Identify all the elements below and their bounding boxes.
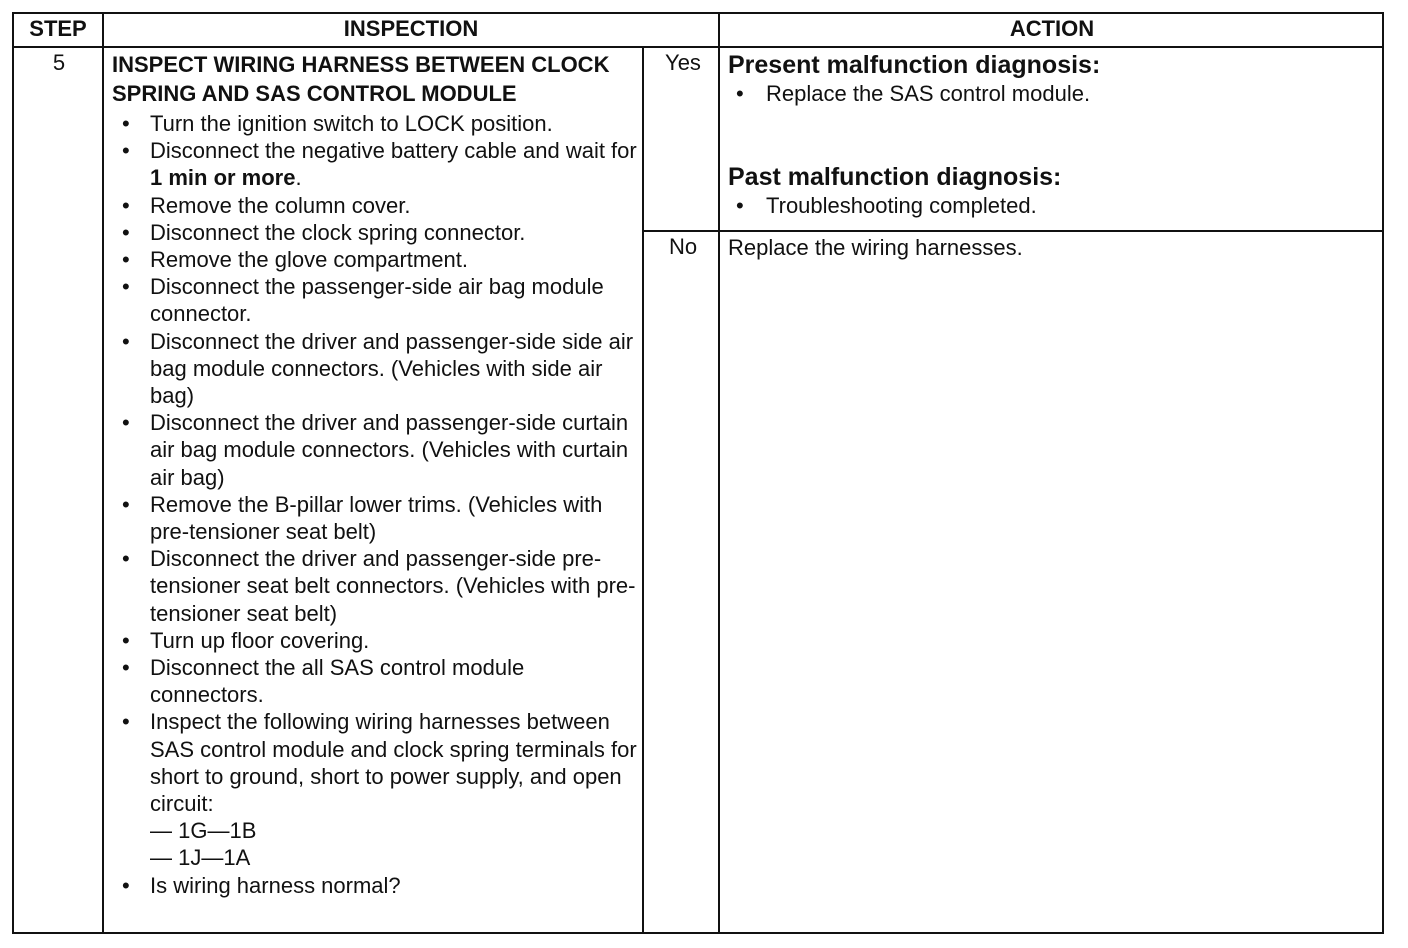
bullet-icon: • bbox=[122, 274, 130, 300]
bullet-icon: • bbox=[736, 193, 744, 218]
bullet-icon: • bbox=[122, 872, 130, 898]
inspection-item-suffix: . bbox=[295, 165, 302, 191]
bullet-icon: • bbox=[122, 627, 130, 653]
yes-action bbox=[728, 50, 1368, 220]
past-malfunction-item bbox=[728, 192, 1368, 220]
troubleshooting-table bbox=[12, 12, 1384, 934]
inspection-item-text: Is wiring harness normal? bbox=[150, 872, 401, 898]
present-malfunction-text: Replace the SAS control module. bbox=[766, 81, 1091, 106]
inspection-item bbox=[112, 708, 642, 871]
inspection-list bbox=[112, 110, 642, 899]
yes-label: Yes bbox=[665, 50, 701, 75]
yes-no-divider bbox=[642, 230, 1382, 232]
bullet-icon: • bbox=[122, 410, 130, 436]
header-step: STEP bbox=[29, 16, 87, 41]
inspection-item-text: Remove the glove compartment. bbox=[150, 247, 468, 273]
bullet-icon: • bbox=[122, 328, 130, 354]
bullet-icon: • bbox=[122, 709, 130, 735]
inspection-item bbox=[112, 328, 642, 410]
inspection-item-text: Turn the ignition switch to LOCK position. bbox=[150, 111, 553, 136]
bullet-icon: • bbox=[122, 111, 130, 136]
inspection-item-text: Remove the B-pillar lower trims. (Vehicles with pre-tensioner seat belt) bbox=[150, 491, 603, 545]
no-label: No bbox=[668, 234, 698, 259]
inspection-item-text: Inspect the following wiring harnesses between SAS control module and clock spring terminals for short to ground, short to power supply, and open circuit: bbox=[150, 709, 637, 817]
inspection-item bbox=[112, 219, 642, 246]
inspection-item bbox=[112, 273, 642, 327]
no-action: Replace the wiring harnesses. bbox=[728, 235, 1023, 260]
inspection-item bbox=[112, 409, 642, 491]
inspection-item-text: Disconnect the passenger-side air bag module connector. bbox=[150, 274, 604, 327]
bullet-icon: • bbox=[736, 81, 744, 106]
inspection-item bbox=[112, 192, 642, 219]
inspection-item-text: Disconnect the driver and passenger-side side air bag module connectors. (Vehicles with side air bag) bbox=[150, 328, 634, 409]
column-divider-step bbox=[102, 14, 104, 932]
inspection-item-emphasis: 1 min or more bbox=[150, 165, 296, 191]
bullet-icon: • bbox=[122, 491, 130, 517]
bullet-icon: • bbox=[122, 192, 130, 218]
harness-pair: — 1J—1A bbox=[150, 845, 251, 871]
past-malfunction-text: Troubleshooting completed. bbox=[766, 193, 1037, 218]
inspection-cell bbox=[112, 50, 642, 899]
inspection-item bbox=[112, 137, 642, 191]
inspection-item bbox=[112, 872, 642, 899]
column-divider-action bbox=[718, 14, 720, 932]
header-inspection: INSPECTION bbox=[343, 16, 479, 41]
step-number: 5 bbox=[52, 50, 66, 75]
inspection-title: INSPECT WIRING HARNESS BETWEEN CLOCK SPRING AND SAS CONTROL MODULE bbox=[112, 52, 610, 106]
header-action: ACTION bbox=[1009, 16, 1095, 41]
inspection-item-text: Disconnect the clock spring connector. bbox=[150, 219, 526, 245]
bullet-icon: • bbox=[122, 546, 130, 572]
inspection-item bbox=[112, 246, 642, 273]
inspection-item-text: Disconnect the negative battery cable and wait for bbox=[150, 138, 637, 164]
inspection-item bbox=[112, 627, 642, 654]
bullet-icon: • bbox=[122, 138, 130, 164]
bullet-icon: • bbox=[122, 247, 130, 273]
column-divider-yesno-left bbox=[642, 48, 644, 932]
inspection-item-text: Remove the column cover. bbox=[150, 192, 411, 218]
past-malfunction-heading: Past malfunction diagnosis: bbox=[728, 163, 1062, 191]
inspection-item bbox=[112, 654, 642, 708]
inspection-item-text: Disconnect the driver and passenger-side pre-tensioner seat belt connectors. (Vehicles with pre-tensioner seat belt) bbox=[150, 546, 636, 626]
present-malfunction-heading: Present malfunction diagnosis: bbox=[728, 51, 1101, 79]
inspection-item bbox=[112, 545, 642, 627]
header-divider bbox=[14, 46, 1382, 48]
bullet-icon: • bbox=[122, 219, 130, 245]
inspection-item-text: Disconnect the all SAS control module connectors. bbox=[150, 655, 525, 708]
bullet-icon: • bbox=[122, 655, 130, 681]
inspection-item bbox=[112, 110, 642, 137]
inspection-item bbox=[112, 491, 642, 545]
harness-pair: — 1G—1B bbox=[150, 818, 257, 844]
inspection-item-text: Disconnect the driver and passenger-side curtain air bag module connectors. (Vehicles with curtain air bag) bbox=[150, 410, 629, 490]
inspection-item-text: Turn up floor covering. bbox=[150, 627, 370, 653]
present-malfunction-item bbox=[728, 80, 1368, 108]
